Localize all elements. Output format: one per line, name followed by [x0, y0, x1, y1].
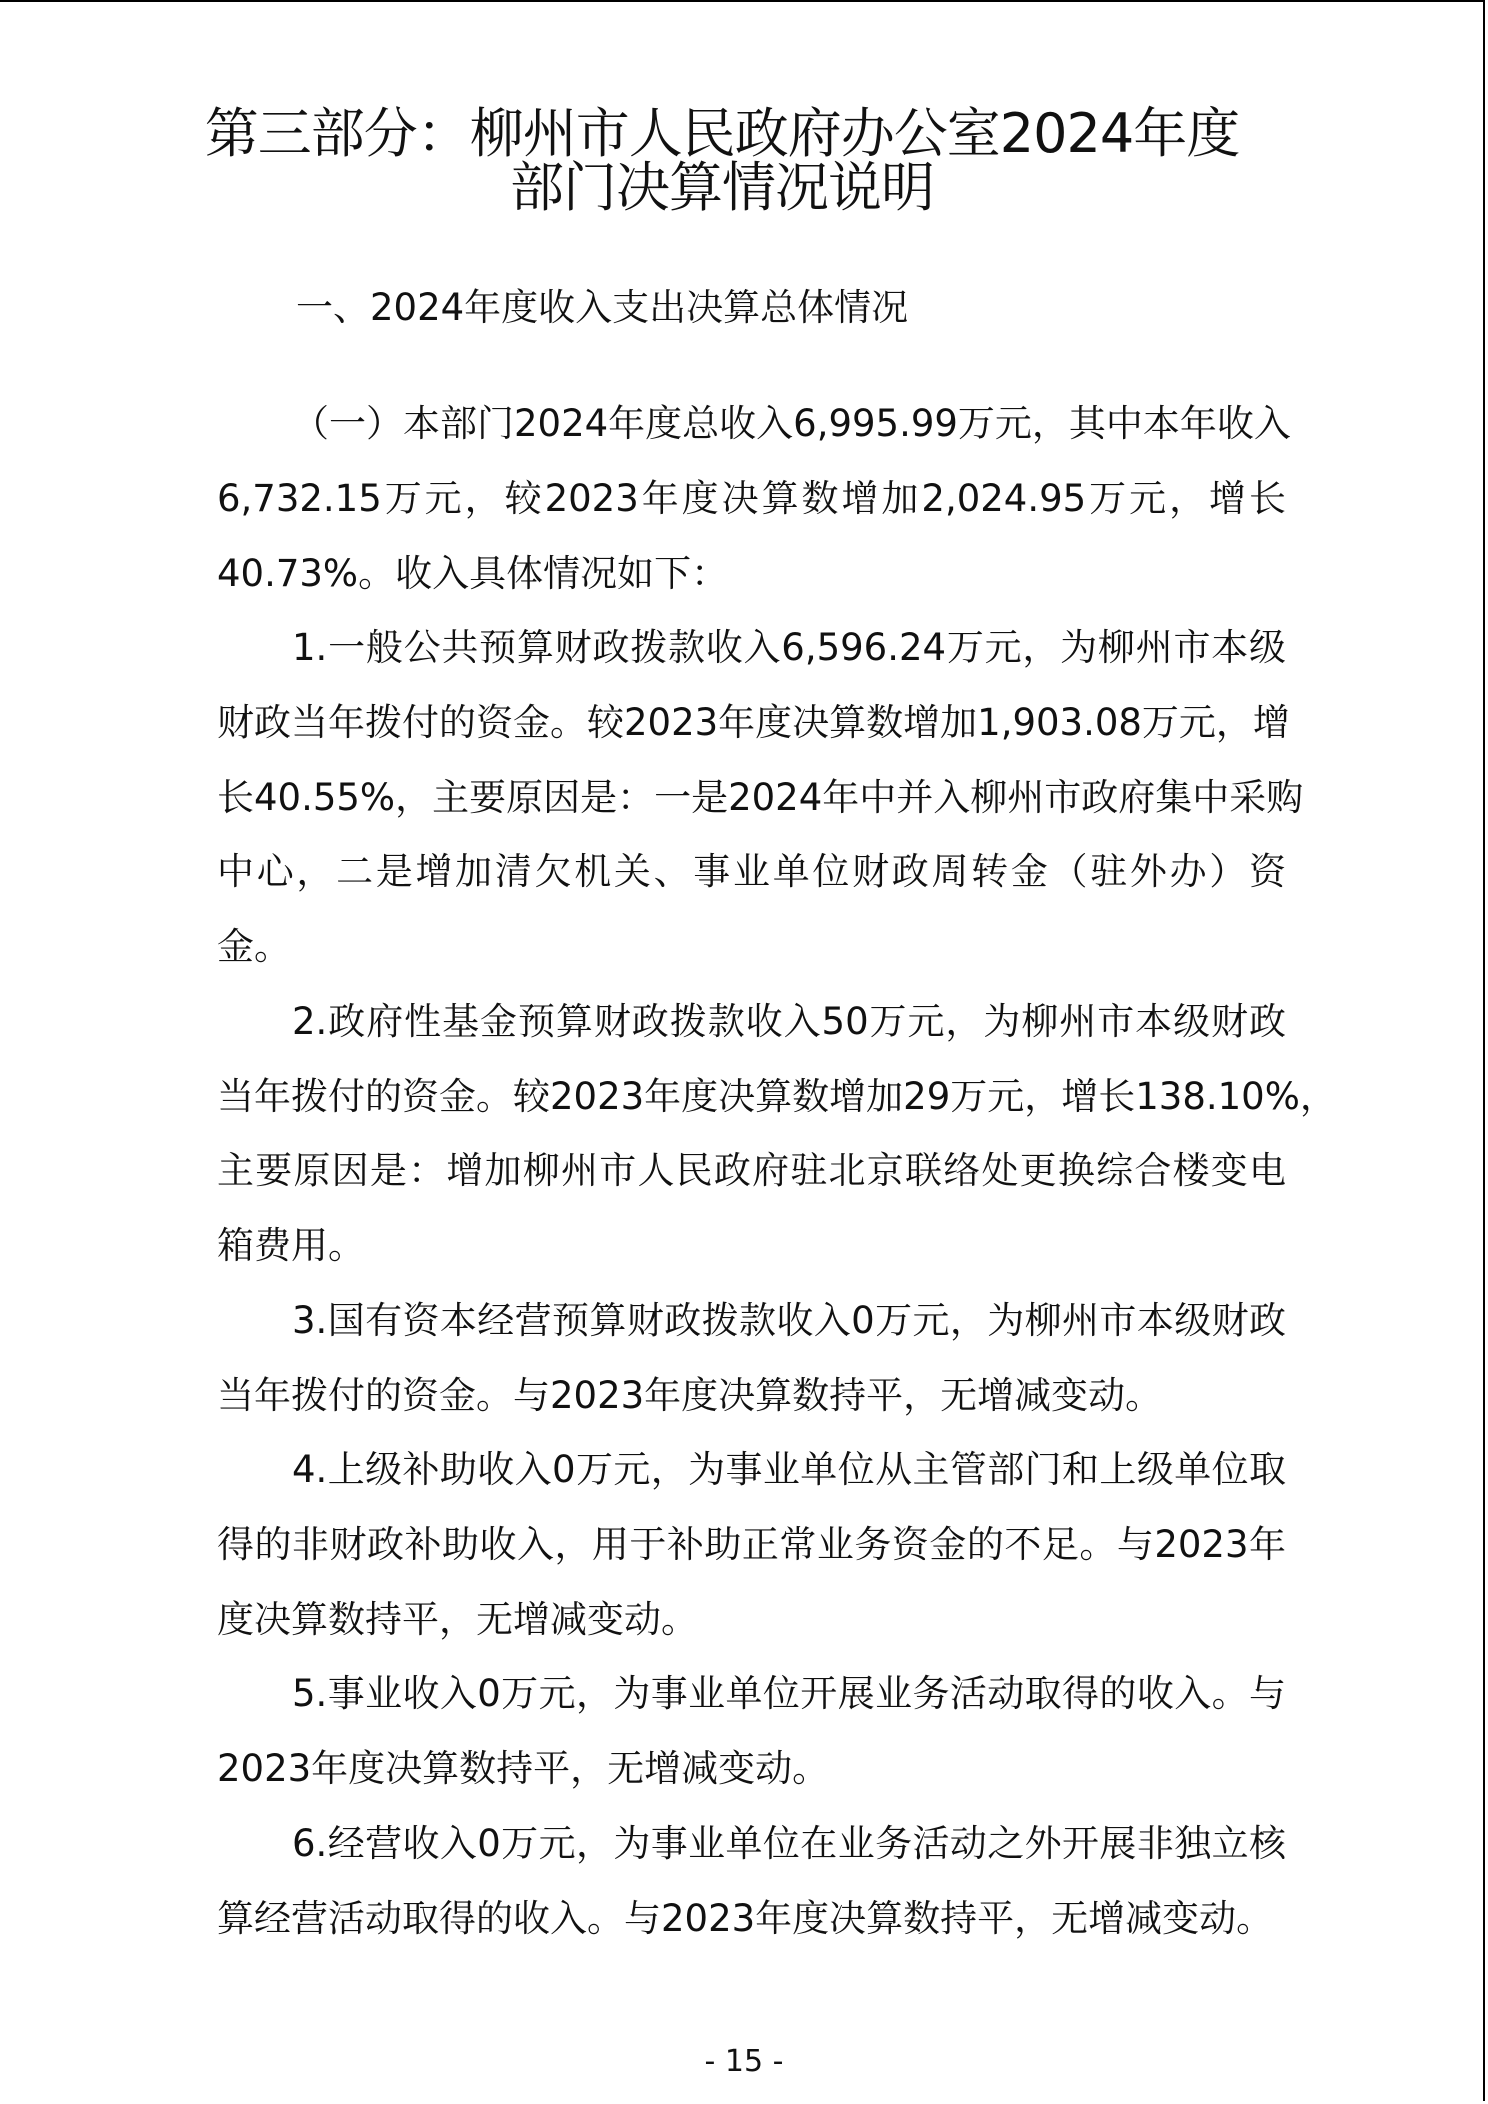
- paragraph-line: （一）本部门2024年度总收入6,995.99万元，其中本年收入: [292, 402, 1291, 445]
- paragraph-line: 得的非财政补助收入，用于补助正常业务资金的不足。与2023年: [217, 1523, 1286, 1566]
- paragraph-line: 1.一般公共预算财政拨款收入6,596.24万元，为柳州市本级: [292, 626, 1286, 669]
- paragraph-line: 箱费用。: [217, 1224, 365, 1267]
- paragraph-line: 2023年度决算数持平，无增减变动。: [217, 1747, 830, 1790]
- paragraph-line: 金。: [217, 925, 291, 968]
- paragraph-line: 6,732.15万元，较2023年度决算数增加2,024.95万元，增长: [217, 477, 1286, 520]
- paragraph-line: 中心，二是增加清欠机关、事业单位财政周转金（驻外办）资: [217, 850, 1286, 893]
- section-heading: 一、2024年度收入支出决算总体情况: [296, 286, 909, 329]
- paragraph-line: 4.上级补助收入0万元，为事业单位从主管部门和上级单位取: [292, 1448, 1286, 1491]
- paragraph-line: 长40.55%，主要原因是：一是2024年中并入柳州市政府集中采购: [217, 776, 1304, 819]
- paragraph-line: 2.政府性基金预算财政拨款收入50万元，为柳州市本级财政: [292, 1000, 1286, 1043]
- paragraph-line: 当年拨付的资金。较2023年度决算数增加29万元，增长138.10%，: [217, 1075, 1337, 1118]
- paragraph-line: 3.国有资本经营预算财政拨款收入0万元，为柳州市本级财政: [292, 1299, 1286, 1342]
- document-title-line-1: 第三部分：柳州市人民政府办公室2024年度: [204, 102, 1240, 165]
- paragraph-line: 财政当年拨付的资金。较2023年度决算数增加1,903.08万元，增: [217, 701, 1290, 744]
- paragraph-line: 40.73%。收入具体情况如下：: [217, 552, 729, 595]
- paragraph-line: 主要原因是：增加柳州市人民政府驻北京联络处更换综合楼变电: [217, 1149, 1286, 1192]
- page-number: - 15 -: [704, 2044, 784, 2079]
- paragraph-line: 度决算数持平，无增减变动。: [217, 1598, 698, 1641]
- paragraph-line: 5.事业收入0万元，为事业单位开展业务活动取得的收入。与: [292, 1672, 1286, 1715]
- paragraph-line: 算经营活动取得的收入。与2023年度决算数持平，无增减变动。: [217, 1897, 1274, 1940]
- paragraph-line: 6.经营收入0万元，为事业单位在业务活动之外开展非独立核: [292, 1822, 1286, 1865]
- document-title-line-2: 部门决算情况说明: [510, 156, 934, 219]
- paragraph-line: 当年拨付的资金。与2023年度决算数持平，无增减变动。: [217, 1374, 1163, 1417]
